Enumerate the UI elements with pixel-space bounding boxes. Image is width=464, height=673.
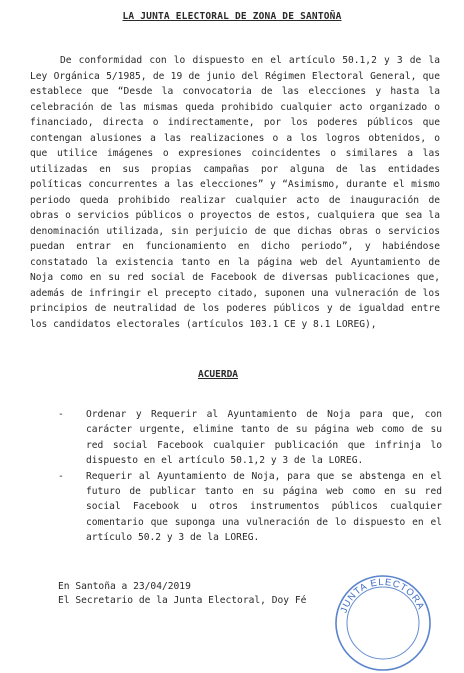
stamp-text: JUNTA ELECTORA	[338, 576, 427, 615]
svg-text:JUNTA ELECTORA	[339, 577, 427, 615]
official-stamp-icon	[333, 573, 433, 673]
list-dash: -	[58, 409, 64, 420]
date-line: En Santoña a 23/04/2019	[58, 581, 191, 592]
agreement-item	[58, 407, 442, 469]
body-paragraph: De conformidad con lo dispuesto en el artículo 50.1,2 y 3 de la Ley Orgánica 5/1985, de 19 de junio del Régimen Electoral General, que establece que “Desde la convocatoria de las elecciones y hasta la celebración de las mismas queda prohibido cualquier acto organizado o financiado, directa o indirectamente, por los poderes públicos que contengan alusiones a las realizaciones o a los logros obtenidos, o que utilice imágenes o expresiones coincidentes o similares a las utilizadas en sus propias campañas por alguna de las entidades políticas concurrentes a las elecciones” y “Asimismo, durante el mismo periodo queda prohibido realizar cualquier acto de inauguración de obras o servicios públicos o proyectos de estos, cualquiera que sea la denominación utilizada, sin perjuicio de que dichas obras o servicios puedan entrar en funcionamiento en dicho periodo”, y habiéndose constatado la existencia tanto en la página web del Ayuntamiento de Noja como en su red social de Facebook de diversas publicaciones que, además de infringir el precepto citado, suponen una vulneración de los principios de neutralidad de los poderes públicos y de igualdad entre los candidatos electorales (artículos 103.1 CE y 8.1 LOREG),	[30, 55, 440, 330]
agreements-list	[58, 407, 442, 546]
agreement-text: Requerir al Ayuntamiento de Noja, para que se abstenga en el futuro de publicar tanto en su página web como en su red social Facebook u otros instrumentos públicos cualquier comentario que suponga una vulneración de lo dispuesto en el artículo 50.2 y 3 de la LOREG.	[86, 470, 442, 544]
signature-line: El Secretario de la Junta Electoral, Doy Fé	[58, 595, 307, 606]
agreement-item	[58, 469, 442, 546]
agreement-text: Ordenar y Requerir al Ayuntamiento de Noja para que, con carácter urgente, elimine tanto de su página web como de su red social Facebook cualquier publicación que infrinja lo dispuesto en el artículo 50.1,2 y 3 de la LOREG.	[86, 409, 442, 467]
document-title: LA JUNTA ELECTORAL DE ZONA DE SANTOÑA	[122, 11, 342, 22]
list-dash: -	[58, 470, 64, 482]
acuerda-heading: ACUERDA	[197, 369, 239, 380]
